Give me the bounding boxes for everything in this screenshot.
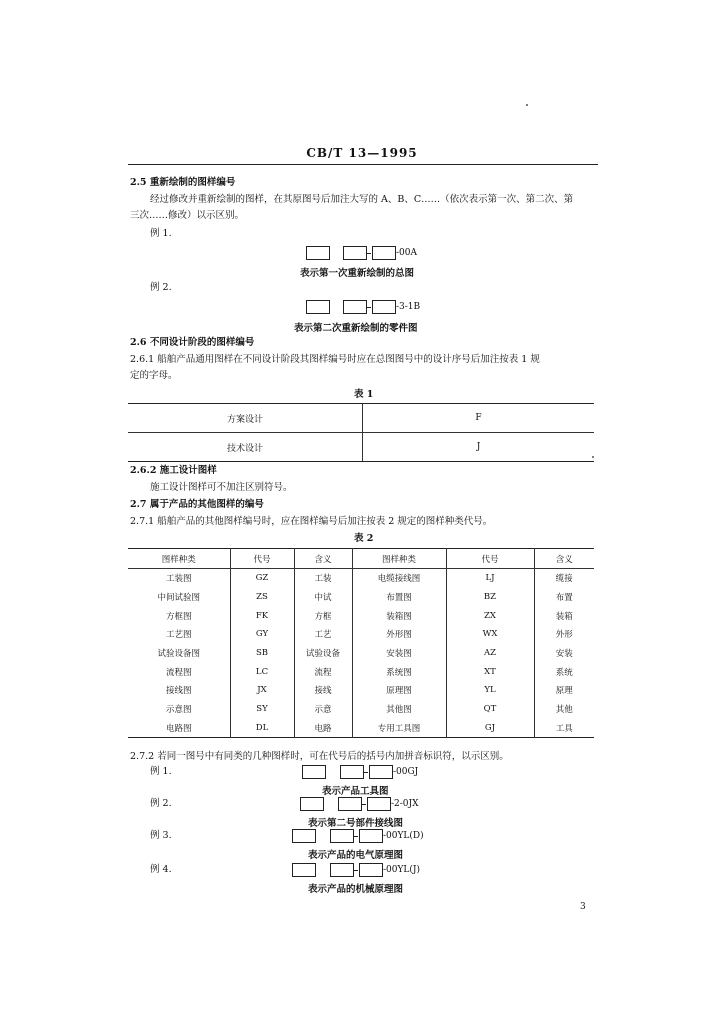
table-cell: GZ bbox=[230, 569, 294, 588]
scan-speck bbox=[526, 104, 528, 106]
number-box bbox=[343, 246, 367, 260]
section-2-6-1-line1: 2.6.1 船舶产品通用图样在不同设计阶段其图样编号时应在总图图号中的设计序号后加注按表 1 规 bbox=[130, 354, 540, 365]
number-box bbox=[343, 300, 367, 314]
number-box bbox=[306, 300, 330, 314]
table-cell: DL bbox=[230, 719, 294, 738]
table2-title: 表 2 bbox=[354, 533, 374, 544]
example-label: 例 3. bbox=[150, 830, 172, 841]
table-row bbox=[128, 433, 594, 462]
table-row bbox=[128, 625, 594, 644]
table-cell: SB bbox=[230, 644, 294, 663]
number-box bbox=[300, 797, 324, 811]
table-cell: LJ bbox=[446, 569, 534, 588]
scan-speck bbox=[592, 456, 594, 458]
dash bbox=[367, 307, 371, 308]
number-suffix: -00YL(J) bbox=[383, 865, 421, 875]
table-row bbox=[128, 719, 594, 738]
column-header: 含义 bbox=[534, 549, 594, 569]
example-caption: 表示产品工具图 bbox=[322, 786, 389, 797]
column-header: 代号 bbox=[446, 549, 534, 569]
dash bbox=[364, 772, 368, 773]
example-caption: 表示产品的电气原理图 bbox=[308, 850, 404, 861]
section-2-7-title: 2.7 属于产品的其他图样的编号 bbox=[130, 499, 264, 510]
table-cell: WX bbox=[446, 625, 534, 644]
number-box bbox=[302, 765, 326, 779]
table-cell: 工装图 bbox=[165, 574, 192, 585]
table-cell: 电路图 bbox=[165, 723, 192, 734]
table-cell: YL bbox=[446, 681, 534, 700]
table-cell: 试验设备图 bbox=[157, 649, 200, 660]
table-cell: XT bbox=[446, 662, 534, 681]
number-box bbox=[292, 863, 316, 877]
table-2 bbox=[128, 548, 594, 738]
section-2-6-1-line2: 定的字母。 bbox=[130, 370, 178, 381]
table-row bbox=[128, 404, 594, 433]
column-header: 含义 bbox=[294, 549, 352, 569]
table-cell: 装箱 bbox=[534, 606, 594, 625]
number-suffix: -2-0JX bbox=[391, 799, 419, 809]
table-cell: 工装 bbox=[294, 569, 352, 588]
table-cell: F bbox=[363, 404, 595, 433]
table-cell: BZ bbox=[446, 588, 534, 607]
number-box bbox=[340, 765, 364, 779]
table-row bbox=[128, 606, 594, 625]
number-box bbox=[372, 300, 396, 314]
section-2-6-title: 2.6 不同设计阶段的图样编号 bbox=[130, 337, 255, 348]
number-suffix: -00A bbox=[396, 248, 417, 258]
example-label: 例 4. bbox=[150, 864, 172, 875]
section-2-5-title: 2.5 重新绘制的图样编号 bbox=[130, 177, 236, 188]
example-caption: 表示产品的机械原理图 bbox=[308, 884, 404, 895]
number-box bbox=[372, 246, 396, 260]
dash bbox=[354, 870, 358, 871]
table-cell: 示意 bbox=[294, 700, 352, 719]
table-cell: QT bbox=[446, 700, 534, 719]
section-2-6-2-para: 施工设计图样可不加注区别符号。 bbox=[150, 482, 293, 493]
dash bbox=[367, 253, 371, 254]
section-2-5-para-line2: 三次……修改）以示区别。 bbox=[130, 210, 245, 221]
table-cell: 接线图 bbox=[165, 686, 192, 697]
table-cell: 电缆接线图 bbox=[352, 569, 446, 588]
table-cell: 方案设计 bbox=[128, 404, 363, 433]
number-box bbox=[367, 797, 391, 811]
table-cell: 中试 bbox=[294, 588, 352, 607]
table-cell: 外形图 bbox=[352, 625, 446, 644]
table-row bbox=[128, 588, 594, 607]
example-label: 例 1. bbox=[150, 228, 172, 239]
table-cell: GJ bbox=[446, 719, 534, 738]
dash bbox=[362, 804, 366, 805]
table-cell: 接线 bbox=[294, 681, 352, 700]
number-box bbox=[292, 829, 316, 843]
table-cell: 示意图 bbox=[165, 705, 192, 716]
column-header: 图样种类 bbox=[128, 549, 230, 569]
example-caption: 表示第一次重新绘制的总图 bbox=[300, 268, 415, 279]
table-cell: 技术设计 bbox=[128, 433, 363, 462]
number-suffix: -3-1B bbox=[396, 302, 421, 312]
standard-code-header: CB/T 13—1995 bbox=[306, 146, 418, 160]
table-row bbox=[128, 681, 594, 700]
table-cell: 外形 bbox=[534, 625, 594, 644]
column-header: 图样种类 bbox=[352, 549, 446, 569]
table-cell: 装箱图 bbox=[352, 606, 446, 625]
table-cell: J bbox=[363, 433, 595, 462]
table-cell: 布置图 bbox=[352, 588, 446, 607]
table-cell: 工艺 bbox=[294, 625, 352, 644]
number-box bbox=[359, 829, 383, 843]
table-cell: 专用工具图 bbox=[352, 719, 446, 738]
section-2-7-1: 2.7.1 船舶产品的其他图样编号时，应在图样编号后加注按表 2 规定的图样种类代号。 bbox=[130, 516, 493, 527]
column-header: 代号 bbox=[230, 549, 294, 569]
table-cell: 流程图 bbox=[165, 667, 192, 678]
table-row bbox=[128, 700, 594, 719]
page-number: 3 bbox=[580, 902, 586, 912]
table-cell: ZX bbox=[446, 606, 534, 625]
table-cell: 其他图 bbox=[352, 700, 446, 719]
example-label: 例 2. bbox=[150, 282, 172, 293]
number-suffix: -00YL(D) bbox=[383, 831, 424, 841]
table-cell: 方框 bbox=[294, 606, 352, 625]
table-cell: 工艺图 bbox=[165, 630, 192, 641]
table-cell: FK bbox=[230, 606, 294, 625]
example-caption: 表示第二号部件接线图 bbox=[308, 818, 404, 829]
number-box bbox=[306, 246, 330, 260]
table-cell: 试验设备 bbox=[294, 644, 352, 663]
table-cell: GY bbox=[230, 625, 294, 644]
number-box bbox=[369, 765, 393, 779]
table-cell: ZS bbox=[230, 588, 294, 607]
table-cell: 系统图 bbox=[352, 662, 446, 681]
example-label: 例 1. bbox=[150, 766, 172, 777]
table-cell: 电路 bbox=[294, 719, 352, 738]
table-row bbox=[128, 662, 594, 681]
table-row bbox=[128, 569, 594, 588]
example-caption: 表示第二次重新绘制的零件图 bbox=[294, 323, 418, 334]
table-cell: SY bbox=[230, 700, 294, 719]
section-2-7-2: 2.7.2 若同一图号中有同类的几种图样时，可在代号后的括号内加拼音标识符，以示区别。 bbox=[130, 751, 509, 762]
number-suffix: -00GJ bbox=[393, 767, 419, 777]
table-cell: AZ bbox=[446, 644, 534, 663]
table1-title: 表 1 bbox=[354, 389, 374, 400]
section-2-6-2-title: 2.6.2 施工设计图样 bbox=[130, 465, 217, 476]
header-rule bbox=[128, 164, 598, 165]
number-box bbox=[338, 797, 362, 811]
section-2-5-para-line1: 经过修改并重新绘制的图样，在其原图号后加注大写的 A、B、C……（依次表示第一次、第二次、第 bbox=[150, 194, 574, 205]
table-cell: 工具 bbox=[534, 719, 594, 738]
table-cell: LC bbox=[230, 662, 294, 681]
table-cell: 中间试验图 bbox=[157, 593, 200, 604]
table-cell: 原理图 bbox=[352, 681, 446, 700]
table-cell: 方框图 bbox=[165, 611, 192, 622]
table-cell: 其他 bbox=[534, 700, 594, 719]
dash bbox=[354, 836, 358, 837]
table-cell: JX bbox=[230, 681, 294, 700]
table-cell: 原理 bbox=[534, 681, 594, 700]
number-box bbox=[330, 863, 354, 877]
table-1 bbox=[128, 403, 594, 462]
number-box bbox=[330, 829, 354, 843]
table-cell: 缆接 bbox=[534, 569, 594, 588]
table-header-row bbox=[128, 549, 594, 569]
table-cell: 安装 bbox=[534, 644, 594, 663]
table-cell: 系统 bbox=[534, 662, 594, 681]
table-cell: 流程 bbox=[294, 662, 352, 681]
table-row bbox=[128, 644, 594, 663]
example-label: 例 2. bbox=[150, 798, 172, 809]
number-box bbox=[359, 863, 383, 877]
table-cell: 安装图 bbox=[352, 644, 446, 663]
table-cell: 布置 bbox=[534, 588, 594, 607]
